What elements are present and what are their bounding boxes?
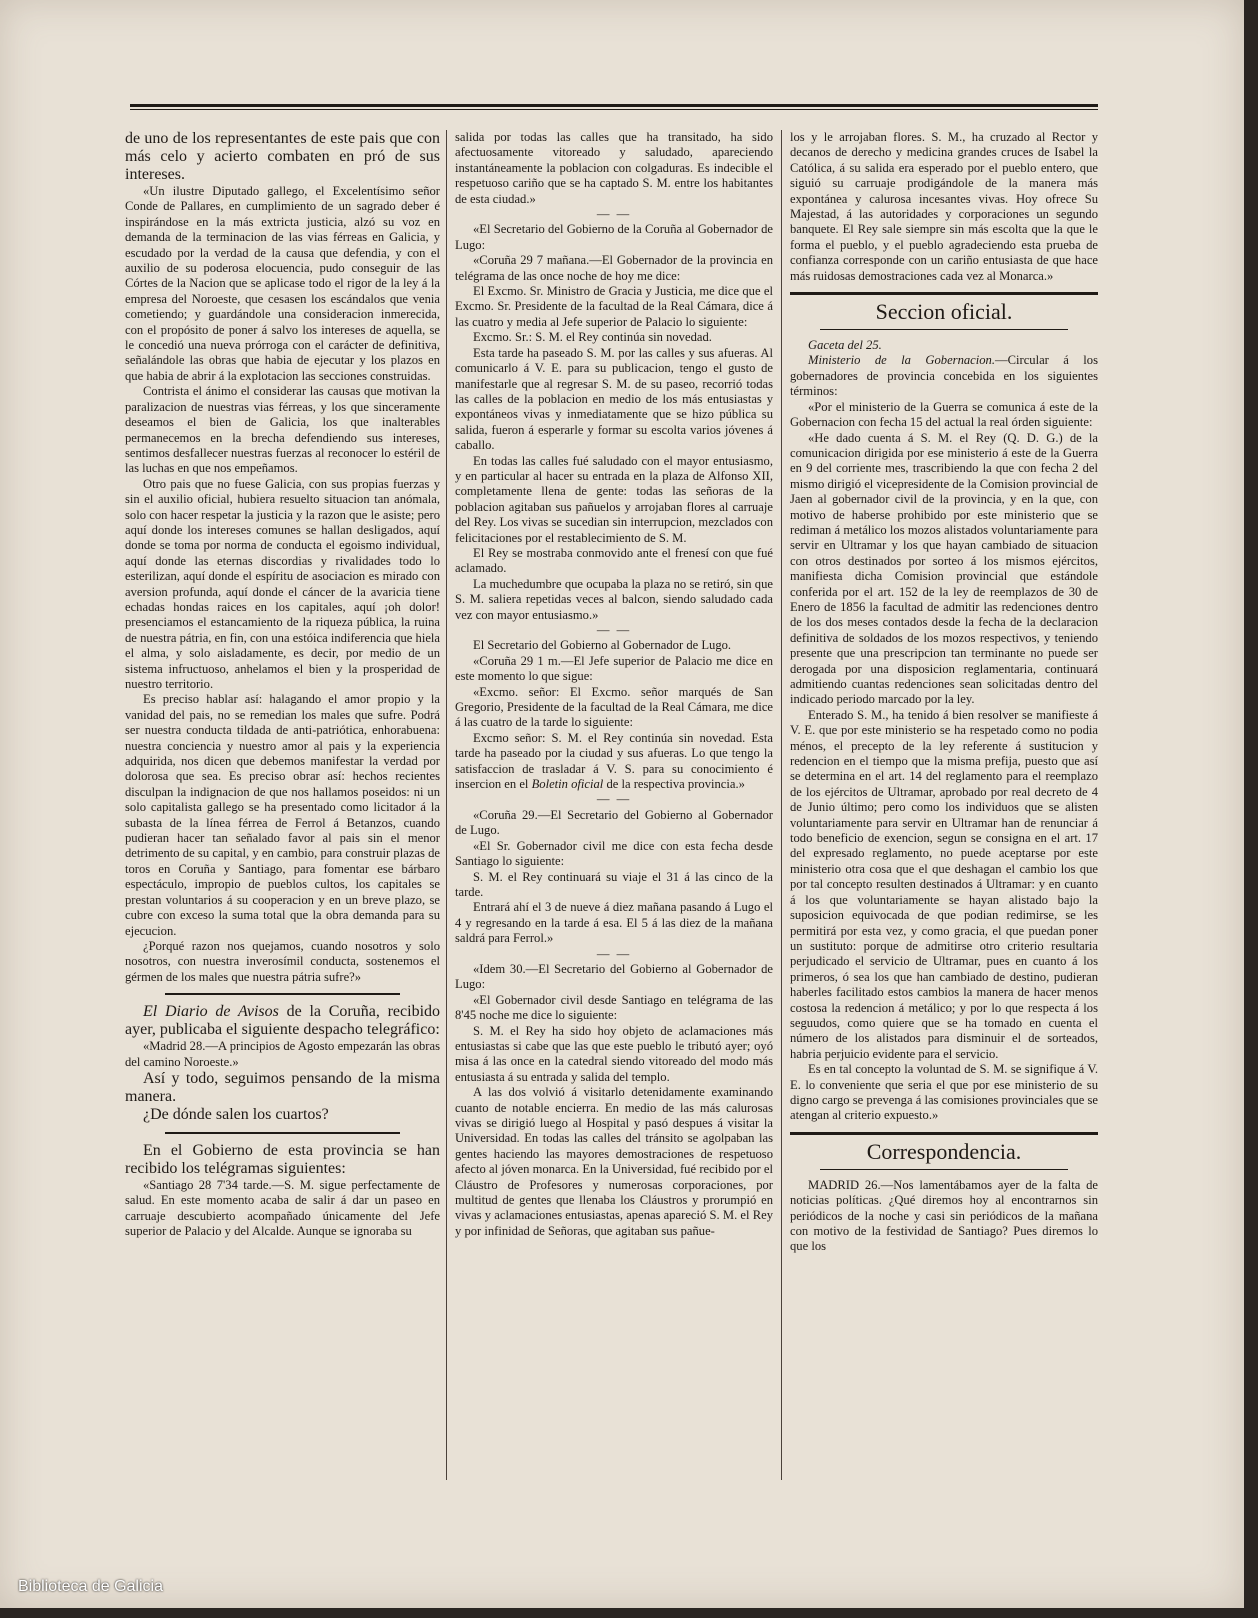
text: Excmo señor: S. M. el Rey continúa sin novedad. Esta tarde ha paseado por la ciudad y sus afueras. Lo que tengo la satisfaccion de trasladar á V. S. para su conocimiento é insercion en el <box>455 730 773 792</box>
paragraph: salida por todas las calles que ha transitado, ha sido afectuosamente vitoreado y saludado, apareciendo instantáneamente la poblacion con colgaduras. Es indecible el respetuoso cariño que se ha captado S. M. entre los habitantes de esta ciudad.» <box>455 130 773 206</box>
text: de la respectiva provincia.» <box>606 777 745 792</box>
ornamental-rule <box>165 1132 400 1134</box>
text: —Circular á los gobernadores de provincia concebida en los siguientes términos: <box>790 353 1098 399</box>
boletin-title: Boletin oficial <box>531 777 604 792</box>
paragraph: Es preciso hablar así: halagando el amor propio y la vanidad del pais, no se remedian los males que sufre. Podrá ser nuestra conducta tildada de anti-patriótica, enhorabuena: nuestra conciencia y nuestro amor al pais y la experiencia adquirida, nos dicen que debemos manifestar la verdad por dolorosa que sea. Es preciso obrar así: hechos recientes disculpan la indignacion de que nos hallamos poseidos: ni un solo capitalista gallego se ha presentado como licitador á la subasta de la línea férrea de Ferrol á Betanzos, cuando pudieran hacer tan señalado favor al pais sin el menor detrimento de su capital, y en cambio, para construir plazas de toros en Coruña y Santiago, para fomentar ese bárbaro espectáculo, impropio de pueblos cultos, los capitales se prestan voluntarios á su cooperacion y en un breve plazo, se cubre con exceso la suma total que la obra demanda para su ejecucion. <box>125 692 440 938</box>
paragraph: «Coruña 29 1 m.—El Jefe superior de Palacio me dice en este momento lo que sigue: <box>455 653 773 684</box>
ornamental-rule <box>165 993 400 995</box>
paragraph <box>790 338 1098 353</box>
paragraph: Entrará ahí el 3 de nueve á diez mañana pasando á Lugo el 4 y regresando en la tarde á esa. El 5 á las diez de la mañana saldrá para Ferrol.» <box>455 900 773 946</box>
column-separator <box>446 130 447 1480</box>
paragraph: Enterado S. M., ha tenido á bien resolver se manifieste á V. E. que por este ministerio se ha respetado como no podia ménos, el precepto de la ley referente á sustitucion y redencion en el tiempo que la misma prefija, puesto que así se determina en el art. 14 del reglamento para el reemplazo de los ejércitos de Ultramar, aprobado por real decreto de 4 de Junio último; pero como los individuos que se alisten voluntariamente para servir en Ultramar han de renunciar á todo beneficio de exencion, segun se consigna en el art. 17 del expresado reglamento, no puede aceptarse por este ministerio otra cosa que el que deshagan el cambio los que por tal concepto resulten destinados á Ultramar: y en cuanto á los que voluntariamente se hayan alistado bajo la suposicion equivocada de que podian redimirse, se les permitirá por esta vez, y como gracia, el que puedan poner un sustituto: porque de admitirse otro criterio resultaria perjudicado el servicio de Ultramar, pues en cuanto á los primeros, ó sea los que han cambiado de destino, pudieran haberles facilitado estos cambios la manera de hacer menos costosa la redencion á metálico; y por lo que respecta á los seguudos, como quiere que se ha tomado en cuenta el número de los alistados para disminuir el de sorteados, habria perjuicio evidente para el servicio. <box>790 707 1098 1061</box>
column-1 <box>125 130 440 1480</box>
dash-separator: — — <box>596 946 632 961</box>
section-rule <box>790 292 1098 295</box>
paragraph: «He dado cuenta á S. M. el Rey (Q. D. G.) de la comunicacion dirigida por ese ministerio á este de la Guerra en 9 del corriente mes, trascribiendo la que con fecha 2 del mismo dirigió el vicepresidente de la Comision provincial de Jaen al gobernador civil de la provincia, y en la que, con motivo de haberse prohibido por este ministerio que se rediman á metálico los mozos alistados voluntariamente para servir en Ultramar y los que hayan cambiado de situacion con otros destinados por sorteo á los mismos ejércitos, manifiesta dicha Comision provincial que estándole conferida por el art. 152 de la ley de reemplazos de 30 de Enero de 1856 la facultad de admitir las redenciones dentro de los dos meses contados desde la fecha de la declaracion definitiva de soldados de los mozos respectivos, y teniendo presente que una prescripcion tan terminante no puede ser derogada por una disposicion reglamentaria, continuará admitiendo cuantas redenciones sean solicitadas dentro del indicado periodo marcado por la ley. <box>790 430 1098 707</box>
paragraph: Es en tal concepto la voluntad de S. M. se signifique á V. E. lo conveniente que seria el que por ese ministerio de su digno cargo se prevenga á las comisiones provinciales que se atengan al criterio expuesto.» <box>790 1062 1098 1123</box>
gaceta-label: Gaceta del 25. <box>808 338 882 353</box>
paragraph: El Secretario del Gobierno al Gobernador de Lugo. <box>473 638 732 653</box>
paragraph: «Excmo. señor: El Excmo. señor marqués de San Gregorio, Presidente de la facultad de la Real Cámara, me dice á las cuatro de la tarde lo siguiente: <box>455 684 773 730</box>
paragraph: La muchedumbre que ocupaba la plaza no se retiró, sin que S. M. saliera repetidas veces al balcon, siendo saludado cada vez con mayor entusiasmo.» <box>455 576 773 622</box>
header-rule <box>130 104 1098 110</box>
ministerio-label: Ministerio de la Gobernacion. <box>808 353 996 368</box>
paragraph: ¿De dónde salen los cuartos? <box>143 1105 329 1123</box>
column-3 <box>790 130 1098 1480</box>
paragraph: Así y todo, seguimos pensando de la misma manera. <box>125 1069 440 1105</box>
diario-text: de la Coruña, recibido ayer, publicaba el siguiente despacho telegráfico: <box>125 1003 440 1039</box>
dash-separator: — — <box>596 792 632 807</box>
column-2 <box>455 130 773 1480</box>
paragraph <box>455 731 773 793</box>
dash-separator: — — <box>596 207 632 222</box>
paragraph: «El Sr. Gobernador civil me dice con esta fecha desde Santiago lo siguiente: <box>455 838 773 869</box>
paragraph: ¿Porqué razon nos quejamos, cuando nosotros y solo nosotros, con nuestra inverosímil conducta, sostenemos el gérmen de los males que nuestra pátria sufre?» <box>125 938 440 984</box>
dash-separator: — — <box>596 623 632 637</box>
paragraph: «El Secretario del Gobierno de la Coruña al Gobernador de Lugo: <box>455 222 773 252</box>
section-title: Correspondencia. <box>866 1138 1022 1164</box>
paragraph: «Coruña 29 7 mañana.—El Gobernador de la provincia en telégrama de las once noche de hoy me dice: <box>455 253 773 283</box>
paragraph: Contrista el ánimo el considerar las causas que motivan la paralizacion de nuestras vias férreas, y los que sinceramente deseamos el bien de Galicia, los que inalterables permanecemos en la brecha defendiendo sus intereses, sentimos desfallecer nuestras fuerzas al reconocer lo estéril de las luchas en que nos empeñamos. <box>125 384 440 476</box>
paragraph: A las dos volvió á visitarlo detenidamente examinando cuanto de notable encierra. En medio de las más calurosas vivas se dirigió luego al Hospital y pasó despues á visitar la Universidad. En todas las calles del tránsito se agolpaban las gentes haciendo las mayores demostraciones de respetuoso afecto al jóven monarca. En la Universidad, fué recibido por el Cláustro de Profesores y numerosas corporaciones, por multitud de gentes que llenaba los Cláustros y prorumpió en vivas y aclamaciones entusiastas, apenas apareció S. M. el Rey y por infinidad de Señoras, que agitaban sus pañue- <box>455 1085 773 1238</box>
paragraph: «Coruña 29.—El Secretario del Gobierno al Gobernador de Lugo. <box>455 807 773 838</box>
paragraph: Excmo. Sr.: S. M. el Rey continúa sin novedad. <box>473 330 712 345</box>
paragraph: Otro pais que no fuese Galicia, con sus propias fuerzas y sin el auxilio oficial, hubiera resuelto situacion tan anómala, solo con hacer respetar la justicia y la razon que le asiste; pero aquí donde los intereses comunes se hallan desligados, aquí donde se toma por norma de conducta el egoismo individual, aquí donde las eternas discordias y rivalidades todo lo esterilizan, aquí donde el espíritu de asociacion es mirado con aversion profunda, aquí donde el cáncer de la avaricia tiene echadas hondas raices en los capitales, aquí ¡oh dolor! presenciamos el estancamiento de la riqueza pública, la ruina de nuestra pátria, en fin, con una estóica indiferencia que hiela el alma, y solo aisladamente, es decir, por medio de un sistema infructuoso, anhelamos el bien y la prosperidad de nuestro territorio. <box>125 476 440 691</box>
section-rule <box>790 1132 1098 1135</box>
paragraph: En el Gobierno de esta provincia se han recibido los telégramas siguientes: <box>125 1141 440 1177</box>
paragraph: «Santiago 28 7'34 tarde.—S. M. sigue perfectamente de salud. En este momento acaba de salir á dar un paseo en carruaje descubierto acompañado únicamente del Jefe superior de Palacio y del Alcalde. Aunque se ignoraba su <box>125 1177 440 1239</box>
diario-title: El Diario de Avisos <box>143 1003 279 1021</box>
paragraph: S. M. el Rey ha sido hoy objeto de aclamaciones más entusiastas si cabe que las que este pueblo le tributó ayer; oyó misa á las once en la catedral siendo vitoreado del modo más entusiasta á su entrada y salida del templo. <box>455 1023 773 1084</box>
section-title: Seccion oficial. <box>875 299 1013 325</box>
paragraph: «Madrid 28.—A principios de Agosto empezarán las obras del camino Noroeste.» <box>125 1039 440 1069</box>
paragraph: El Excmo. Sr. Ministro de Gracia y Justicia, me dice que el Excmo. Sr. Presidente de la facultad de la Real Cámara, dice á las cuatro y media al Jefe superior de Palacio lo siguiente: <box>455 284 773 329</box>
section-rule <box>820 329 1068 330</box>
paragraph: los y le arrojaban flores. S. M., ha cruzado al Rector y decanos de derecho y medicina grandes cruces de Isabel la Católica, á su salida era esperado por el pueblo entero, que siguió su carruaje prodigándole de la manera más expontánea y calurosa incesantes vivas. Hoy ofrece Su Majestad, á las autoridades y corporaciones un segundo banquete. El Rey sale siempre sin más escolta que la que le forma el pueblo, y el pueblo agradeciendo esta prueba de confianza corresponde con un cariño entusiasta de que hace más ruidosas demostraciones cada vez al Monarca.» <box>790 130 1098 283</box>
paragraph: MADRID 26.—Nos lamentábamos ayer de la falta de noticias políticas. ¿Qué diremos hoy al encontrarnos sin periódicos de la noche y casi sin periódicos de la mañana con motivo de la festividad de Santiago? Pues diremos lo que los <box>790 1177 1098 1254</box>
paragraph: «Por el ministerio de la Guerra se comunica á este de la Gobernacion con fecha 15 del actual la real órden siguiente: <box>790 399 1098 430</box>
paragraph: Esta tarde ha paseado S. M. por las calles y sus afueras. Al comunicarlo á V. E. para su publicacion, tengo el gusto de manifestarle que al regresar S. M. de su paseo, recorrió todas las calles de la poblacion en medio de los más entusiastas y expontáneos vivas y inmediatamente que se hizo pública su salida, fueron á esperarle y formar su escolta varios jóvenes á caballo. <box>455 345 773 453</box>
paragraph: El Rey se mostraba conmovido ante el frenesí con que fué aclamado. <box>455 545 773 576</box>
paragraph: de uno de los representantes de este pais que con más celo y acierto combaten en pró de sus intereses. <box>125 130 440 183</box>
paragraph: «Un ilustre Diputado gallego, el Excelentísimo señor Conde de Pallares, en cumplimiento de un sagrado deber é inspirándose en la más extricta justicia, alzó su voz en demanda de la terminacion de las vias férreas en Galicia, y escudado por la verdad de la causa que defendia, y con el auxilio de su poderosa elocuencia, pudo conseguir de las Córtes de la Nacion que se aplicase todo el rigor de la ley á la empresa del Noroeste, que cesasen los escándalos que venia cometiendo; y guardándole una consideracion inmerecida, con el propósito de poner á salvo los intereses de aquella, se le concedió una nueva prórroga con el carácter de definitiva, señalándole las obras que habia de ejecutar y los plazos en que habia de abrir á la explotacion las secciones construidas. <box>125 184 440 383</box>
library-watermark: Biblioteca de Galicia <box>18 1578 163 1595</box>
paragraph <box>790 353 1098 399</box>
paragraph: S. M. el Rey continuará su viaje el 31 á las cinco de la tarde. <box>455 869 773 899</box>
paragraph: «Idem 30.—El Secretario del Gobierno al Gobernador de Lugo: <box>455 961 773 992</box>
column-separator <box>781 130 782 1480</box>
paragraph: En todas las calles fué saludado con el mayor entusiasmo, y en particular al hacer su entrada en la plaza de Alfonso XII, completamente llena de gente: todas las señoras de la poblacion agitaban sus pañuelos y arrojaban flores al carruaje del Rey. Los vivas se sucedian sin interrupcion, mezclados con felicitaciones por el restablecimiento de S. M. <box>455 453 773 545</box>
diario-paragraph <box>125 1003 440 1039</box>
section-rule <box>820 1169 1068 1170</box>
paragraph: «El Gobernador civil desde Santiago en telégrama de las 8'45 noche me dice lo siguiente: <box>455 992 773 1023</box>
